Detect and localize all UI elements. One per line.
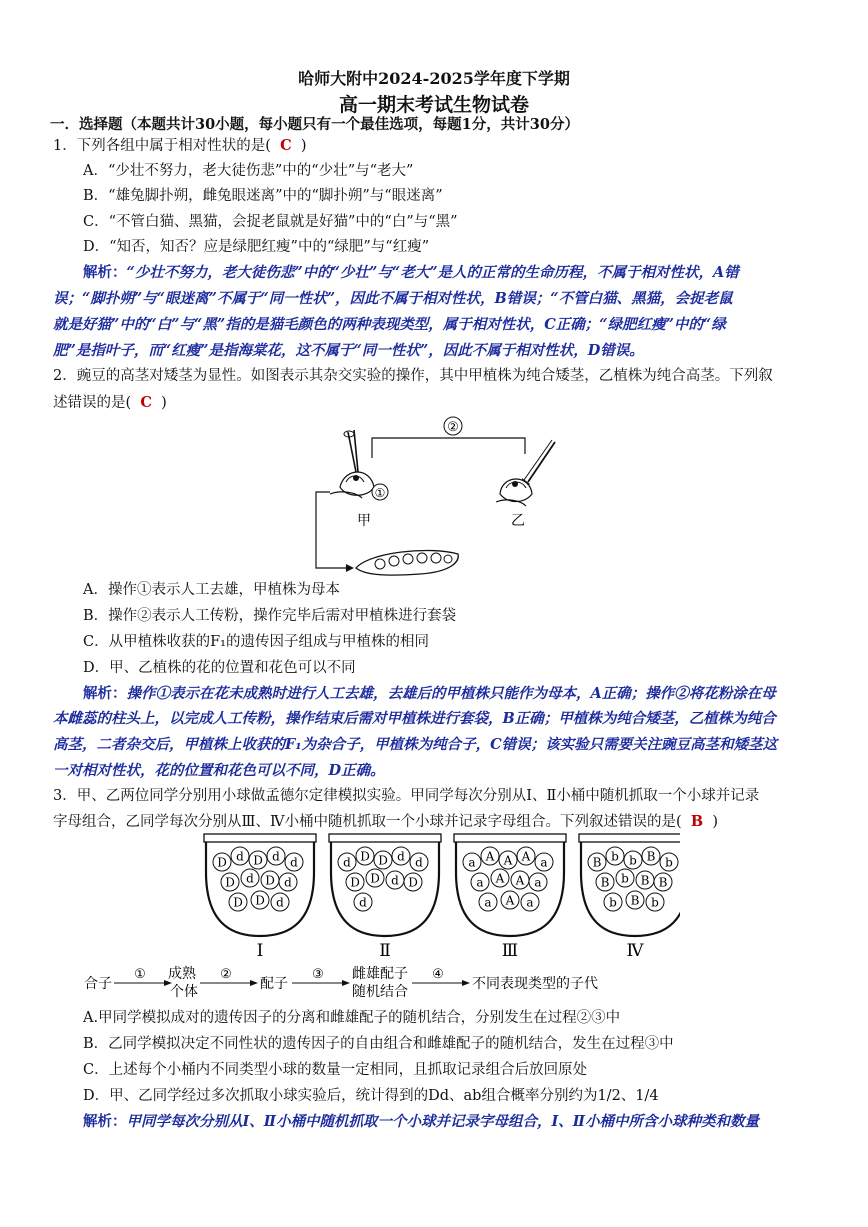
q1-explanation-line: 解析：“少壮不努力，老大徒伤悲”中的“少壮”与“老大”是人的正常的生命历程，不属于相对性状，A错 [83, 264, 739, 281]
ball-label: b [651, 895, 659, 910]
plant-b-label: 乙 [511, 513, 525, 529]
ball-label: A [495, 871, 505, 886]
ball-label: b [611, 849, 619, 864]
ball-label: A [521, 849, 531, 864]
ball-label: a [540, 855, 548, 870]
q3-option-b: B．乙同学模拟决定不同性状的遗传因子的自由组合和雌雄配子的随机结合，发生在过程③中 [83, 1036, 674, 1052]
ball-label: a [526, 895, 534, 910]
ball-label: D [408, 875, 418, 890]
q1-stem: 1．下列各组中属于相对性状的是( C ) [53, 137, 307, 154]
q1-explanation-line: 就是好猫”中的“白”与“黑”指的是猫毛颜色的两种表现类型，属于相对性状，C正确；“绿肥红瘦”中的“绿 [53, 316, 726, 333]
ball-label: A [503, 853, 513, 868]
flow-mature: 成熟 [168, 966, 196, 982]
flow-step-1: ① [134, 967, 146, 982]
ball-label: d [391, 873, 399, 888]
flow-individual: 个体 [170, 984, 198, 1000]
q3-option-c: C．上述每个小桶内不同类型小球的数量一定相同，且抓取记录组合后放回原处 [83, 1062, 588, 1078]
ball-label: b [609, 895, 617, 910]
q3-flow-diagram [80, 962, 640, 1004]
step-1-label: ① [374, 486, 386, 500]
q2-explanation-line: 一对相对性状，花的位置和花色可以不同，D正确。 [53, 762, 385, 779]
ball-label: d [272, 849, 280, 864]
flow-step-4: ④ [432, 967, 444, 982]
section-heading: 一．选择题（本题共计30小题，每小题只有一个最佳选项，每题1分，共计30分） [50, 116, 579, 133]
q1-option-c: C．“不管白猫、黑猫，会捉老鼠就是好猫”中的“白”与“黑” [83, 214, 458, 230]
bucket-label: Ⅳ [626, 941, 644, 961]
flow-offspring: 不同表现类型的子代 [472, 976, 598, 992]
ball-label: d [397, 849, 405, 864]
flower-a-icon [330, 472, 374, 498]
flow-step-3: ③ [312, 967, 324, 982]
step-2-label: ② [447, 420, 459, 435]
ball-label: D [350, 875, 360, 890]
bucket-rim [329, 834, 441, 842]
q3-buckets-figure [200, 832, 680, 962]
ball-label: D [253, 853, 263, 868]
q1-explanation-line: 肥”是指叶子，而“红瘦”是指海棠花，这不属于“同一性状”，因此不属于相对性状，D错误。 [53, 342, 644, 359]
bucket-rim [454, 834, 566, 842]
ball-label: D [225, 875, 235, 890]
q3-explanation-line: 解析：甲同学每次分别从Ⅰ、Ⅱ小桶中随机抓取一个小球并记录字母组合，Ⅰ、Ⅱ小桶中所含小球种类和数量 [83, 1113, 760, 1130]
ball-label: A [485, 849, 495, 864]
q3-answer: B [690, 813, 704, 830]
q2-option-a: A．操作①表示人工去雄，甲植株为母本 [83, 582, 340, 598]
ball-label: B [658, 875, 668, 890]
q1-option-b: B．“雄兔脚扑朔，雌兔眼迷离”中的“脚扑朔”与“眼迷离” [83, 188, 443, 204]
ball-label: b [665, 855, 673, 870]
ball-label: d [236, 849, 244, 864]
q2-option-c: C．从甲植株收获的F₁的遗传因子组成与甲植株的相同 [83, 634, 429, 650]
bucket-label: Ⅰ [256, 941, 264, 961]
ball-label: B [630, 893, 640, 908]
q2-cross-figure [300, 412, 560, 580]
ball-label: d [290, 855, 298, 870]
ball-label: B [640, 873, 650, 888]
ball-label: D [217, 855, 227, 870]
q2-option-d: D．甲、乙植株的花的位置和花色可以不同 [83, 660, 356, 676]
flow-random-union: 随机结合 [352, 984, 408, 1000]
ball-label: A [505, 893, 515, 908]
ball-label: D [255, 893, 265, 908]
ball-label: A [515, 873, 525, 888]
q2-option-b: B．操作②表示人工传粉，操作完毕后需对甲植株进行套袋 [83, 608, 457, 624]
q2-stem-line1: 2．豌豆的高茎对矮茎为显性。如图表示其杂交实验的操作，其中甲植株为纯合矮茎，乙植株为纯合高茎。下列叙 [53, 368, 773, 384]
flow-zygote: 合子 [84, 976, 112, 992]
ball-label: D [360, 849, 370, 864]
q3-option-a: A.甲同学模拟成对的遗传因子的分离和雌雄配子的随机结合，分别发生在过程②③中 [83, 1010, 621, 1026]
flower-b-icon [496, 479, 532, 506]
ball-label: B [600, 875, 610, 890]
ball-label: d [415, 855, 423, 870]
ball-label: a [484, 895, 492, 910]
q3-stem-line1: 3．甲、乙两位同学分别用小球做孟德尔定律模拟实验。甲同学每次分别从Ⅰ、Ⅱ小桶中随机抓取一个小球并记录 [53, 788, 760, 804]
ball-label: B [592, 855, 602, 870]
ball-label: a [476, 875, 484, 890]
bucket-3 [454, 834, 566, 961]
q2-explanation-line: 高茎，二者杂交后，甲植株上收获的F₁为杂合子，甲植株为纯合子，C错误；该实验只需要关注豌豆高茎和矮茎这 [53, 736, 778, 753]
bucket-1 [204, 834, 316, 961]
bucket-rim [579, 834, 680, 842]
bucket-4 [579, 834, 680, 961]
flow-gamete-pair: 雌雄配子 [352, 966, 408, 982]
q3-stem-line2: 字母组合，乙同学每次分别从Ⅲ、Ⅳ小桶中随机抓取一个小球并记录字母组合。下列叙述错误的是( B ) [53, 813, 718, 830]
bucket-rim [204, 834, 316, 842]
flow-gamete: 配子 [260, 976, 288, 992]
q2-explanation-line: 解析：操作①表示在花未成熟时进行人工去雄，去雄后的甲植株只能作为母本，A正确；操作②将花粉涂在母 [83, 685, 776, 702]
ball-label: d [343, 855, 351, 870]
bucket-2 [329, 834, 441, 961]
q1-option-d: D．“知否，知否？应是绿肥红瘦”中的“绿肥”与“红瘦” [83, 239, 430, 255]
q1-explanation-line: 误；“脚扑朔”与“眼迷离”不属于“同一性状”，因此不属于相对性状，B错误；“不管白猫、黑猫，会捉老鼠 [53, 290, 733, 307]
ball-label: b [629, 853, 637, 868]
ball-label: D [378, 853, 388, 868]
q3-option-d: D．甲、乙同学经过多次抓取小球实验后，统计得到的Dd、ab组合概率分别约为1/2、1/4 [83, 1088, 659, 1104]
q1-answer: C [280, 137, 292, 154]
ball-label: b [621, 871, 629, 886]
ball-label: B [646, 849, 656, 864]
q2-answer: C [140, 394, 152, 411]
flow-step-2: ② [220, 967, 232, 982]
school-title: 哈师大附中2024-2025学年度下学期 [298, 69, 570, 88]
ball-label: D [233, 895, 243, 910]
q2-explanation-line: 本雌蕊的柱头上，以完成人工传粉，操作结束后需对甲植株进行套袋，B正确；甲植株为纯合矮茎，乙植株为纯合 [53, 710, 776, 727]
tweezers-icon [344, 430, 358, 472]
ball-label: d [276, 895, 284, 910]
exam-title: 高一期末考试生物试卷 [338, 94, 529, 116]
bucket-label: Ⅱ [379, 941, 391, 961]
q2-stem-line2: 述错误的是( C ) [53, 394, 167, 411]
ball-label: D [265, 873, 275, 888]
ball-label: a [468, 855, 476, 870]
plant-a-label: 甲 [357, 513, 371, 529]
ball-label: a [534, 875, 542, 890]
ball-label: D [370, 871, 380, 886]
ball-label: d [246, 871, 254, 886]
ball-label: d [359, 895, 367, 910]
bucket-label: Ⅲ [501, 941, 519, 961]
ball-label: d [284, 875, 292, 890]
pea-pod-icon [356, 550, 458, 575]
q1-option-a: A．“少壮不努力，老大徒伤悲”中的“少壮”与“老大” [83, 163, 414, 179]
